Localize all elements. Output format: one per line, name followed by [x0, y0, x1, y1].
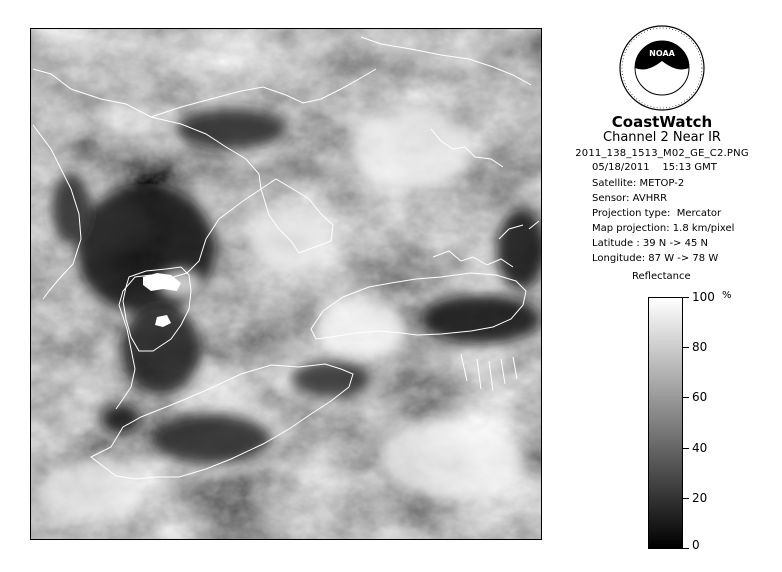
product-title: CoastWatch — [611, 113, 713, 131]
legend-unit: % — [722, 290, 732, 301]
map-projection-label: Map projection: 1.8 km/pixel — [592, 223, 735, 234]
colorbar-tick — [683, 498, 689, 499]
noaa-logo-text: NOAA — [649, 49, 675, 58]
tick-label-80: 80 — [692, 340, 708, 354]
projection-type-label: Projection type: Mercator — [592, 208, 722, 219]
reflectance-colorbar — [648, 297, 683, 549]
image-filename: 2011_138_1513_M02_GE_C2.PNG — [575, 148, 749, 159]
colorbar-tick — [683, 548, 689, 549]
tick-label-100: 100 — [692, 290, 715, 304]
tick-label-20: 20 — [692, 491, 708, 505]
longitude-label: Longitude: 87 W -> 78 W — [592, 253, 719, 264]
tick-label-60: 60 — [692, 390, 708, 404]
tick-label-0: 0 — [692, 538, 700, 552]
legend-title: Reflectance — [632, 271, 691, 282]
acquisition-date: 05/18/2011 — [592, 162, 650, 173]
satellite-map — [30, 28, 542, 540]
satellite-image — [31, 29, 541, 539]
sensor-label: Sensor: AVHRR — [592, 193, 668, 204]
colorbar-tick — [683, 448, 689, 449]
acquisition-datetime — [592, 162, 717, 173]
tick-label-40: 40 — [692, 441, 708, 455]
noaa-logo-icon — [619, 25, 705, 111]
satellite-label: Satellite: METOP-2 — [592, 178, 685, 189]
latitude-label: Latitude : 39 N -> 45 N — [592, 238, 708, 249]
acquisition-time: 15:13 GMT — [662, 162, 717, 173]
colorbar-tick — [683, 347, 689, 348]
colorbar-tick — [683, 297, 689, 298]
channel-subtitle: Channel 2 Near IR — [603, 130, 721, 145]
colorbar-tick — [683, 397, 689, 398]
